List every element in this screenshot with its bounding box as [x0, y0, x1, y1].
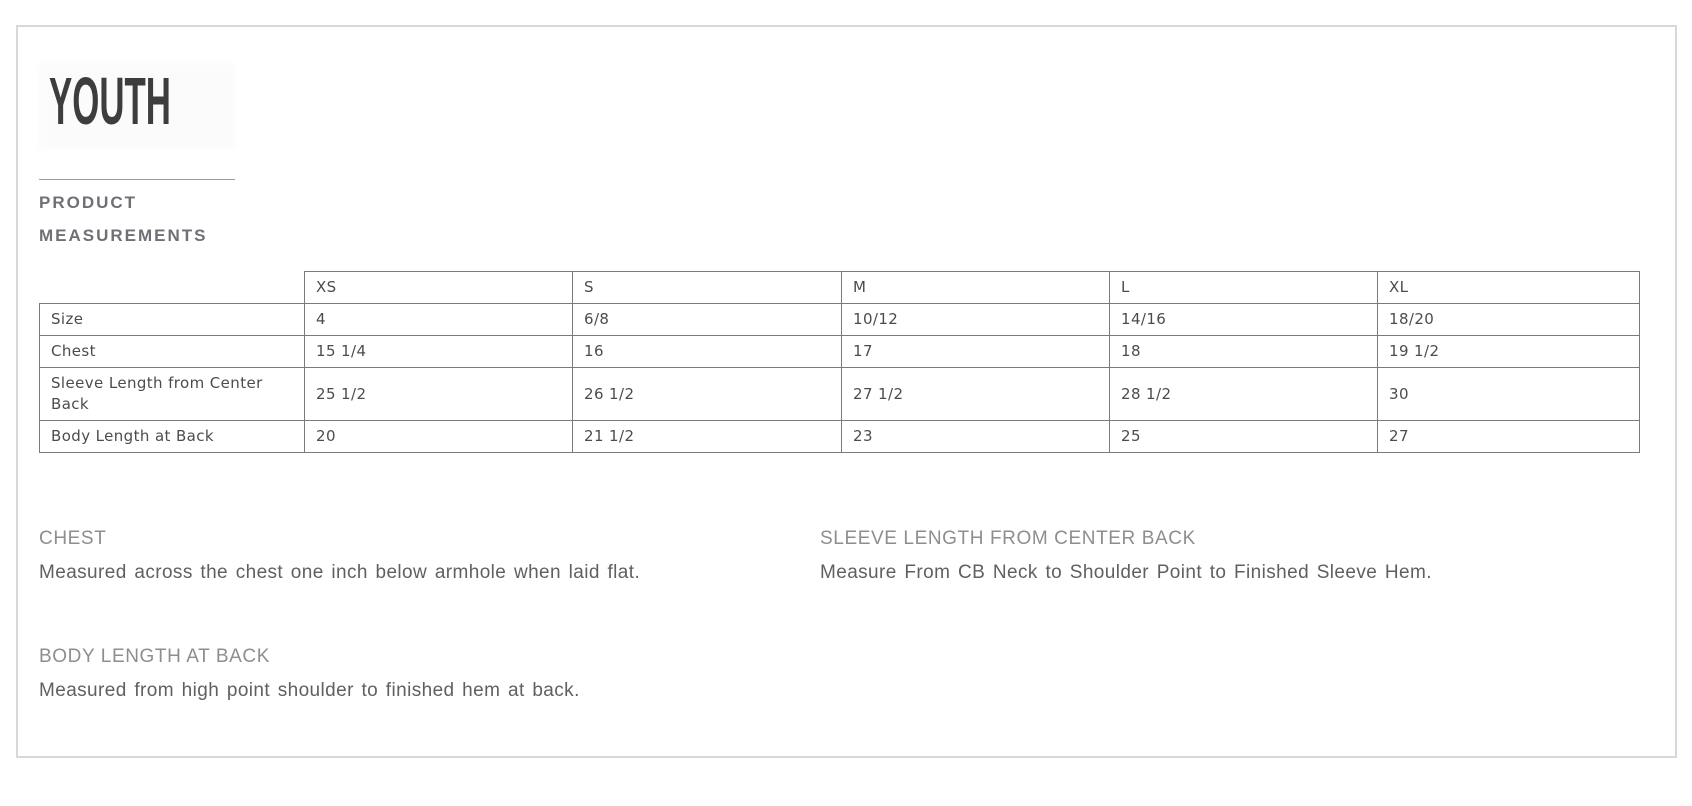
cell-sleeve-xl: 30: [1378, 368, 1640, 421]
cell-chest-xl: 19 1/2: [1378, 336, 1640, 368]
section-title-line1: PRODUCT: [39, 193, 138, 212]
section-title-line2: MEASUREMENTS: [39, 226, 208, 245]
column-header-m: M: [842, 272, 1110, 304]
logo-text: YOUTH: [49, 64, 171, 139]
measurement-definitions: [39, 527, 1654, 703]
column-header-xs: XS: [305, 272, 573, 304]
cell-sleeve-xs: 25 1/2: [305, 368, 573, 421]
cell-sleeve-s: 26 1/2: [573, 368, 842, 421]
row-label: Body Length at Back: [40, 421, 305, 453]
column-header-xl: XL: [1378, 272, 1640, 304]
cell-size-xl: 18/20: [1378, 304, 1640, 336]
definition-sleeve-length: [820, 527, 1654, 585]
cell-body-s: 21 1/2: [573, 421, 842, 453]
row-label: Sleeve Length from Center Back: [40, 368, 305, 421]
size-chart-content: [18, 64, 1675, 806]
table-row-chest: [40, 336, 1640, 368]
cell-sleeve-l: 28 1/2: [1110, 368, 1378, 421]
cell-size-m: 10/12: [842, 304, 1110, 336]
section-title: [39, 186, 1654, 252]
table-corner-blank-cell: [40, 272, 305, 304]
cell-body-m: 23: [842, 421, 1110, 453]
definition-chest: [39, 527, 820, 585]
cell-chest-xs: 15 1/4: [305, 336, 573, 368]
row-label: Size: [40, 304, 305, 336]
cell-size-xs: 4: [305, 304, 573, 336]
definition-sleeve-length-title: SLEEVE LENGTH FROM CENTER BACK: [820, 528, 1196, 549]
cell-body-l: 25: [1110, 421, 1378, 453]
column-header-l: L: [1110, 272, 1378, 304]
cell-chest-l: 18: [1110, 336, 1378, 368]
cell-sleeve-m: 27 1/2: [842, 368, 1110, 421]
definition-body-length: [39, 645, 820, 703]
column-header-s: S: [573, 272, 842, 304]
definition-body-length-title: BODY LENGTH AT BACK: [39, 646, 271, 667]
cell-size-l: 14/16: [1110, 304, 1378, 336]
definition-body-length-text: Measured from high point shoulder to finished hem at back.: [39, 680, 580, 701]
cell-body-xs: 20: [305, 421, 573, 453]
definition-chest-title: CHEST: [39, 528, 107, 549]
definition-sleeve-length-text: Measure From CB Neck to Shoulder Point to Finished Sleeve Hem.: [820, 562, 1432, 583]
brand-logo: [39, 64, 1654, 139]
table-row-body-length: [40, 421, 1640, 453]
cell-chest-m: 17: [842, 336, 1110, 368]
table-row-size: [40, 304, 1640, 336]
cell-size-s: 6/8: [573, 304, 842, 336]
table-header-row: [40, 272, 1640, 304]
cell-chest-s: 16: [573, 336, 842, 368]
definition-chest-text: Measured across the chest one inch below armhole when laid flat.: [39, 562, 641, 583]
row-label: Chest: [40, 336, 305, 368]
section-divider: [39, 179, 235, 180]
table-row-sleeve-length: [40, 368, 1640, 421]
size-chart-panel: [16, 25, 1677, 758]
measurements-table: [39, 271, 1640, 453]
cell-body-xl: 27: [1378, 421, 1640, 453]
